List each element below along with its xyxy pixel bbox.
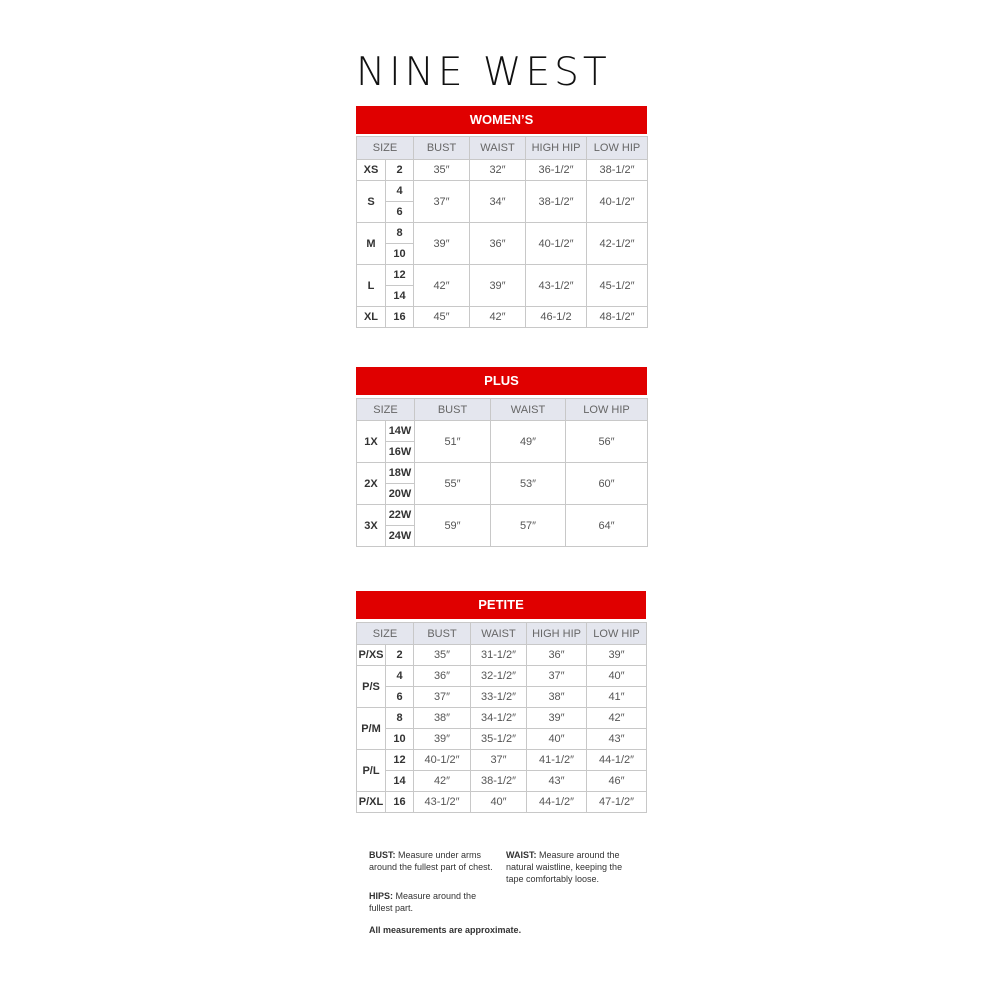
waist-value: 53″ <box>491 463 566 505</box>
bust-value: 55″ <box>415 463 491 505</box>
size-number: 24W <box>386 526 415 547</box>
waist-value: 34-1/2″ <box>471 708 527 729</box>
table-row <box>357 750 647 771</box>
size-number: 8 <box>386 223 414 244</box>
size-number: 16 <box>386 307 414 328</box>
size-label: P/XS <box>357 645 386 666</box>
low-hip-value: 46″ <box>587 771 647 792</box>
high-hip-value: 37″ <box>527 666 587 687</box>
bust-value: 43-1/2″ <box>414 792 471 813</box>
petite-header-high-hip: HIGH HIP <box>527 623 587 645</box>
low-hip-value: 38-1/2″ <box>587 160 648 181</box>
size-number: 16 <box>386 792 414 813</box>
low-hip-value: 42″ <box>587 708 647 729</box>
size-number: 10 <box>386 244 414 265</box>
size-label: 3X <box>357 505 386 547</box>
table-row <box>357 687 647 708</box>
womens-header-high-hip: HIGH HIP <box>526 137 587 160</box>
bust-value: 37″ <box>414 687 471 708</box>
size-number: 14 <box>386 771 414 792</box>
plus-header-bust: BUST <box>415 399 491 421</box>
bust-value: 37″ <box>414 181 470 223</box>
size-number: 20W <box>386 484 415 505</box>
waist-value: 49″ <box>491 421 566 463</box>
hips-note <box>369 890 476 914</box>
table-row <box>357 223 648 244</box>
size-label: M <box>357 223 386 265</box>
size-number: 4 <box>386 666 414 687</box>
table-row <box>357 160 648 181</box>
waist-value: 39″ <box>470 265 526 307</box>
table-row <box>357 265 648 286</box>
hips-note-text: Measure around the <box>393 891 477 901</box>
high-hip-value: 40-1/2″ <box>526 223 587 265</box>
bust-value: 51″ <box>415 421 491 463</box>
low-hip-value: 41″ <box>587 687 647 708</box>
size-number: 18W <box>386 463 415 484</box>
waist-value: 36″ <box>470 223 526 265</box>
size-number: 12 <box>386 265 414 286</box>
low-hip-value: 45-1/2″ <box>587 265 648 307</box>
low-hip-value: 40-1/2″ <box>587 181 648 223</box>
high-hip-value: 43-1/2″ <box>526 265 587 307</box>
womens-header-waist: WAIST <box>470 137 526 160</box>
low-hip-value: 60″ <box>566 463 648 505</box>
plus-header-low-hip: LOW HIP <box>566 399 648 421</box>
waist-value: 33-1/2″ <box>471 687 527 708</box>
plus-size-table <box>356 398 648 547</box>
size-label: XL <box>357 307 386 328</box>
waist-value: 38-1/2″ <box>471 771 527 792</box>
petite-section <box>356 591 647 813</box>
low-hip-value: 43″ <box>587 729 647 750</box>
size-label: 2X <box>357 463 386 505</box>
high-hip-value: 44-1/2″ <box>527 792 587 813</box>
size-label: P/M <box>357 708 386 750</box>
size-number: 22W <box>386 505 415 526</box>
bust-value: 36″ <box>414 666 471 687</box>
womens-size-table <box>356 136 648 328</box>
size-number: 14 <box>386 286 414 307</box>
waist-value: 42″ <box>470 307 526 328</box>
table-row <box>357 792 647 813</box>
low-hip-value: 56″ <box>566 421 648 463</box>
low-hip-value: 47-1/2″ <box>587 792 647 813</box>
disclaimer <box>369 924 521 936</box>
waist-value: 32-1/2″ <box>471 666 527 687</box>
high-hip-value: 41-1/2″ <box>527 750 587 771</box>
petite-header-bust: BUST <box>414 623 471 645</box>
bust-value: 38″ <box>414 708 471 729</box>
waist-note-text-2: natural waistline, keeping the <box>506 862 623 872</box>
size-number: 10 <box>386 729 414 750</box>
waist-note-text: Measure around the <box>536 850 620 860</box>
waist-note-label: WAIST: <box>506 850 537 860</box>
high-hip-value: 40″ <box>527 729 587 750</box>
bust-value: 42″ <box>414 265 470 307</box>
table-row <box>357 505 648 526</box>
womens-header-low-hip: LOW HIP <box>587 137 648 160</box>
low-hip-value: 42-1/2″ <box>587 223 648 265</box>
waist-value: 34″ <box>470 181 526 223</box>
plus-section <box>356 367 648 547</box>
petite-size-table <box>356 622 647 813</box>
size-label: L <box>357 265 386 307</box>
low-hip-value: 40″ <box>587 666 647 687</box>
waist-note <box>506 849 622 885</box>
table-row <box>357 729 647 750</box>
disclaimer-text: All measurements are approximate. <box>369 925 522 935</box>
bust-value: 42″ <box>414 771 471 792</box>
size-number: 2 <box>386 160 414 181</box>
high-hip-value: 39″ <box>527 708 587 729</box>
table-row <box>357 463 648 484</box>
size-number: 2 <box>386 645 414 666</box>
bust-value: 45″ <box>414 307 470 328</box>
size-number: 4 <box>386 181 414 202</box>
plus-title: PLUS <box>356 367 647 395</box>
waist-value: 35-1/2″ <box>471 729 527 750</box>
petite-header-low-hip: LOW HIP <box>587 623 647 645</box>
table-row <box>357 771 647 792</box>
high-hip-value: 36-1/2″ <box>526 160 587 181</box>
size-label: 1X <box>357 421 386 463</box>
womens-header-bust: BUST <box>414 137 470 160</box>
bust-value: 35″ <box>414 160 470 181</box>
size-label: P/L <box>357 750 386 792</box>
table-row <box>357 666 647 687</box>
high-hip-value: 38-1/2″ <box>526 181 587 223</box>
size-number: 6 <box>386 202 414 223</box>
table-row <box>357 708 647 729</box>
low-hip-value: 44-1/2″ <box>587 750 647 771</box>
low-hip-value: 48-1/2″ <box>587 307 648 328</box>
waist-value: 57″ <box>491 505 566 547</box>
high-hip-value: 46-1/2 <box>526 307 587 328</box>
bust-value: 35″ <box>414 645 471 666</box>
table-row <box>357 421 648 442</box>
womens-section <box>356 106 648 328</box>
high-hip-value: 38″ <box>527 687 587 708</box>
waist-value: 40″ <box>471 792 527 813</box>
womens-header-size: SIZE <box>357 137 414 160</box>
high-hip-value: 36″ <box>527 645 587 666</box>
table-row <box>357 307 648 328</box>
waist-value: 32″ <box>470 160 526 181</box>
brand-logo-text: NINE WEST <box>356 50 611 95</box>
low-hip-value: 39″ <box>587 645 647 666</box>
bust-note-text-2: around the fullest part of chest. <box>369 862 493 872</box>
table-row <box>357 181 648 202</box>
bust-value: 40-1/2″ <box>414 750 471 771</box>
petite-header-size: SIZE <box>357 623 414 645</box>
bust-value: 39″ <box>414 223 470 265</box>
petite-title: PETITE <box>356 591 646 619</box>
bust-note <box>369 849 493 873</box>
low-hip-value: 64″ <box>566 505 648 547</box>
bust-note-label: BUST: <box>369 850 396 860</box>
size-number: 16W <box>386 442 415 463</box>
waist-value: 37″ <box>471 750 527 771</box>
size-label: P/S <box>357 666 386 708</box>
waist-value: 31-1/2″ <box>471 645 527 666</box>
size-number: 8 <box>386 708 414 729</box>
petite-header-waist: WAIST <box>471 623 527 645</box>
plus-header-size: SIZE <box>357 399 415 421</box>
waist-note-text-3: tape comfortably loose. <box>506 874 600 884</box>
size-label: S <box>357 181 386 223</box>
table-row <box>357 645 647 666</box>
size-label: XS <box>357 160 386 181</box>
womens-title: WOMEN’S <box>356 106 647 134</box>
bust-value: 39″ <box>414 729 471 750</box>
size-number: 6 <box>386 687 414 708</box>
hips-note-label: HIPS: <box>369 891 394 901</box>
plus-header-waist: WAIST <box>491 399 566 421</box>
bust-note-text: Measure under arms <box>395 850 482 860</box>
hips-note-text-2: fullest part. <box>369 903 414 913</box>
size-label: P/XL <box>357 792 386 813</box>
size-number: 14W <box>386 421 415 442</box>
bust-value: 59″ <box>415 505 491 547</box>
high-hip-value: 43″ <box>527 771 587 792</box>
size-number: 12 <box>386 750 414 771</box>
